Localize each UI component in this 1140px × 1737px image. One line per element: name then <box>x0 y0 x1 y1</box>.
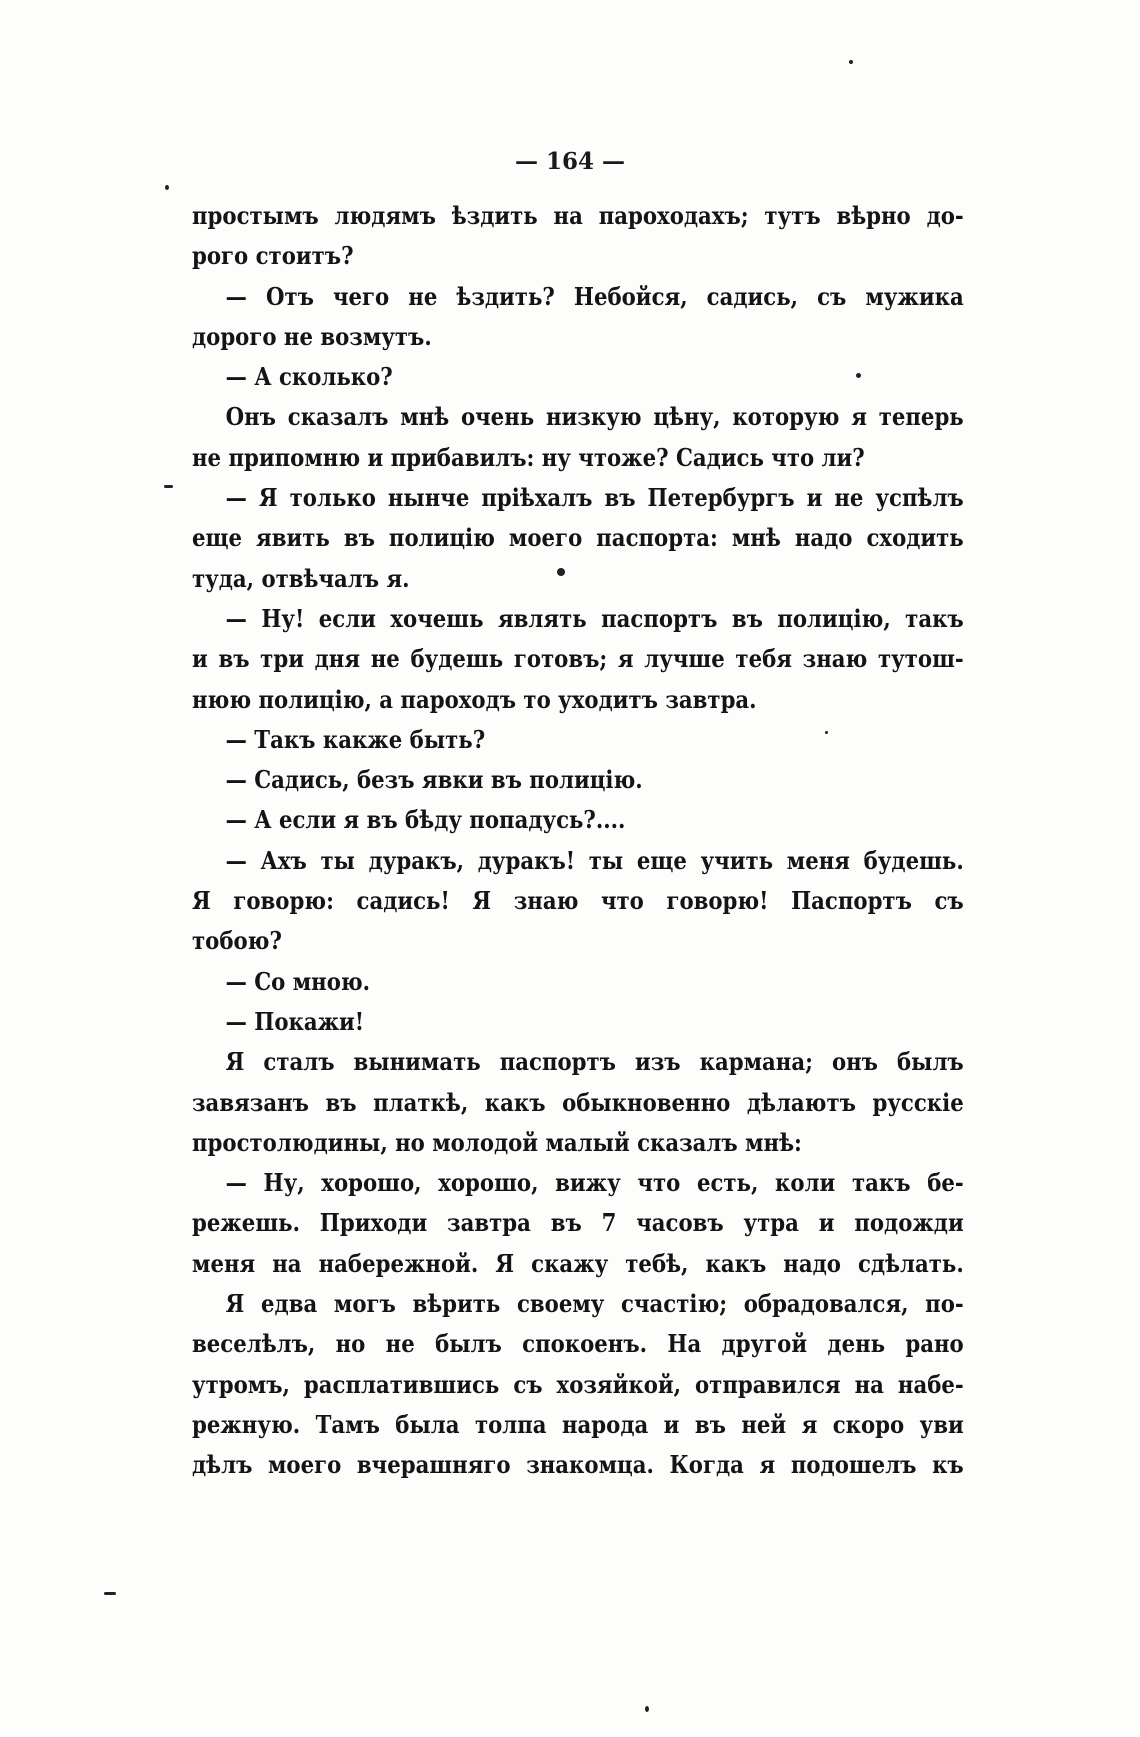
scan-speck <box>825 731 828 734</box>
text-line: — Ахъ ты дуракъ, дуракъ! ты еще учить меня будешь. <box>225 845 964 875</box>
text-line: — Со мною. <box>225 966 371 996</box>
scan-speck <box>856 373 861 378</box>
scan-speck <box>849 60 853 64</box>
text-line: — А если я въ бѣду попадусь?.... <box>225 805 626 835</box>
text-line: туда, отвѣчалъ я. <box>192 563 410 593</box>
text-line: веселѣлъ, но не былъ спокоенъ. На другой день рано <box>192 1329 964 1359</box>
text-line: — Такъ какже быть? <box>225 724 486 754</box>
scan-speck <box>557 568 565 576</box>
scan-speck <box>104 1592 116 1595</box>
text-line: — Покажи! <box>225 1006 365 1036</box>
text-line: — Я только нынче пріѣхалъ въ Петербургъ и не успѣлъ <box>225 483 964 513</box>
scan-speck <box>165 185 169 190</box>
text-line: — Садись, безъ явки въ полицію. <box>225 765 643 795</box>
text-line: — А сколько? <box>225 362 393 392</box>
text-line: еще явить въ полицію моего паспорта: мнѣ надо сходить <box>192 523 964 553</box>
text-line: Я едва могъ вѣрить своему счастію; обрадовался, по- <box>225 1289 964 1319</box>
text-line: режешь. Приходи завтра въ 7 часовъ утра и подожди <box>192 1208 964 1238</box>
text-line: Я говорю: садись! Я знаю что говорю! Паспортъ съ <box>192 886 964 916</box>
text-line: дорого не возмутъ. <box>192 321 432 351</box>
text-line: — Ну, хорошо, хорошо, вижу что есть, коли такъ бе- <box>225 1168 964 1198</box>
text-line: не припомню и прибавилъ: ну чтоже? Садись что ли? <box>192 442 865 472</box>
text-line: режную. Тамъ была толпа народа и въ ней я скоро уви <box>192 1409 964 1439</box>
text-line: — Отъ чего не ѣздить? Небойся, садись, съ мужика <box>225 281 964 311</box>
scan-speck <box>645 1706 649 1712</box>
text-line: меня на набережной. Я скажу тебѣ, какъ надо сдѣлать. <box>192 1248 964 1278</box>
scan-speck <box>164 485 173 488</box>
text-line: тобою? <box>192 926 282 956</box>
text-line: рого стоитъ? <box>192 241 354 271</box>
text-line: дѣлъ моего вчерашняго знакомца. Когда я подошелъ къ <box>192 1450 964 1480</box>
text-line: простолюдины, но молодой малый сказалъ мнѣ: <box>192 1127 802 1157</box>
text-line: завязанъ въ платкѣ, какъ обыкновенно дѣлаютъ русскіе <box>192 1087 964 1117</box>
text-line: — Ну! если хочешь являть паспортъ въ полицію, такъ <box>225 603 964 633</box>
text-line: и въ три дня не будешь готовъ; я лучше тебя знаю тутош- <box>192 644 964 674</box>
text-line: Я сталъ вынимать паспортъ изъ кармана; онъ былъ <box>225 1047 964 1077</box>
text-line: Онъ сказалъ мнѣ очень низкую цѣну, которую я теперь <box>225 402 964 432</box>
text-line: простымъ людямъ ѣздить на пароходахъ; тутъ вѣрно до- <box>192 201 964 230</box>
body-text <box>192 196 964 1486</box>
text-line: нюю полицію, а пароходъ то уходитъ завтра. <box>192 684 757 714</box>
text-line: утромъ, расплатившись съ хозяйкой, отправился на набе- <box>192 1369 964 1399</box>
page-number: — 164 — <box>514 148 626 175</box>
